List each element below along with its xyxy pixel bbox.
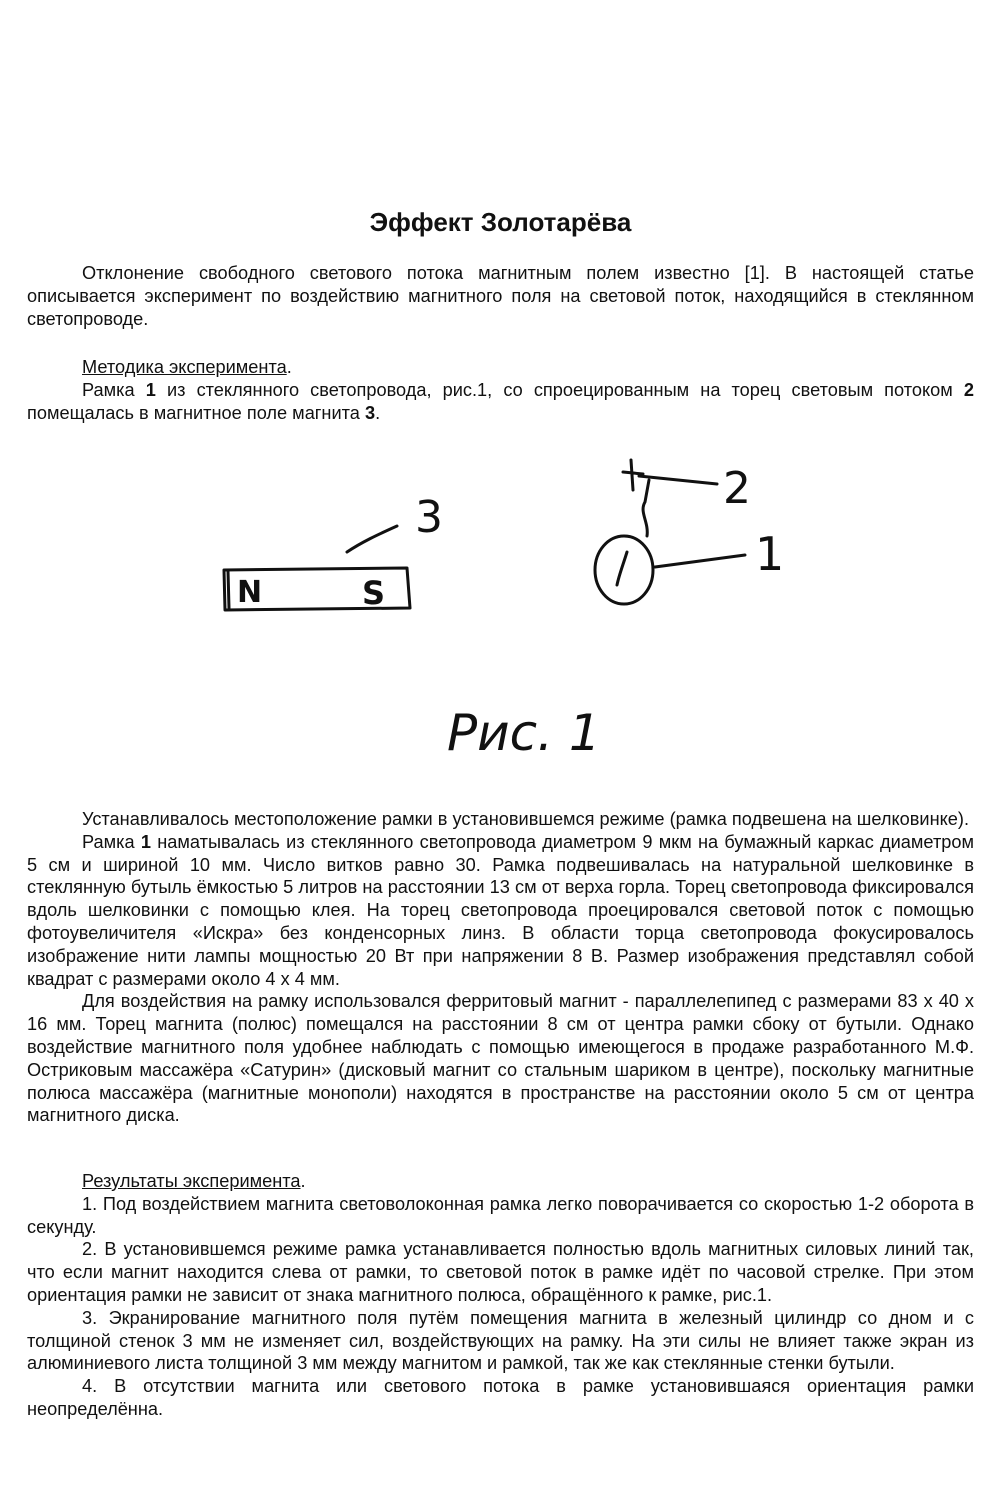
method-heading-period: . — [286, 357, 292, 377]
figure-1 — [27, 440, 974, 800]
method-heading-line — [27, 356, 974, 379]
results-item: 4. В отсутствии магнита или светового потока в рамке установившаяся ориентация рамки неопределённа. — [27, 1376, 974, 1419]
document-title: Эффект Золотарёва — [369, 207, 632, 237]
figure-label-2: 2 — [723, 463, 751, 514]
method-ref-magnet: 3 — [364, 402, 376, 423]
method-text-d: помещалась в магнитное поле магнита — [27, 402, 365, 423]
results-item: 3. Экранирование магнитного поля путём помещения магнита в железный цилиндр со дном и с толщиной стенок 3 мм не изменяет сил, воздействующих на рамку. На эти силы не влияет также экран из алюминиевого листа толщиной 3 мм между магнитом и рамкой, так же как стеклянные стенки бутыли. — [27, 1307, 974, 1374]
body-block — [27, 808, 974, 1127]
results-heading: Результаты эксперимента — [82, 1171, 301, 1191]
body-paragraph-2 — [27, 831, 974, 991]
method-ref-frame: 1 — [145, 379, 156, 400]
intro-paragraph: Отклонение свободного светового потока магнитным полем известно [1]. В настоящей статье описывается эксперимент по воздействию магнитного поля на световой поток, находящийся в стеклянном светопроводе. — [27, 263, 974, 329]
method-heading: Методика эксперимента — [82, 357, 287, 377]
method-ref-flux: 2 — [963, 379, 975, 400]
magnet-south-label: S — [362, 574, 386, 612]
figure-caption: Рис. 1 — [447, 704, 601, 762]
body-p2-text-a: Рамка — [82, 831, 141, 852]
method-paragraph — [27, 379, 974, 425]
leader-line-1 — [655, 555, 745, 567]
fiber-end — [643, 480, 649, 536]
figure-drawing — [27, 440, 974, 800]
figure-label-1: 1 — [755, 527, 785, 581]
leader-line-3 — [347, 526, 397, 552]
results-heading-period: . — [300, 1171, 306, 1191]
magnet-north-label: N — [237, 575, 263, 610]
method-text-e: . — [375, 402, 381, 423]
light-cross — [623, 460, 643, 490]
leader-line-2 — [639, 476, 717, 484]
body-paragraph-3: Для воздействия на рамку использовался ферритовый магнит - параллелепипед с размерами 83 х 40 х 16 мм. Торец магнита (полюс) помещался на расстоянии 8 см от центра рамки сбоку от бутыли. Однако воздействие магнитного поля удобнее наблюдать с помощью имеющегося в продаже разработанного М.Ф. Остриковым массажёра «Сатурин» (дисковый магнит со стальным шариком в центре), поскольку магнитные полюса массажёра (магнитные монополи) находятся в пространстве на расстоянии около 5 см от центра магнитного диска. — [27, 991, 974, 1126]
results-item: 2. В установившемся режиме рамка устанавливается полностью вдоль магнитных силовых линий так, что если магнит находится слева от рамки, то световой поток в рамке идёт по часовой стрелке. При этом ориентация рамки не зависит от знака магнитного полюса, обращённого к рамке, рис.1. — [27, 1239, 974, 1305]
frame-inner-mark — [617, 552, 627, 585]
results-item: 1. Под воздействием магнита световолоконная рамка легко поворачивается со скоростью 1-2 оборота в секунду. — [27, 1193, 974, 1237]
body-paragraph-1: Устанавливалось местоположение рамки в установившемся режиме (рамка подвешена на шелковинке). — [82, 809, 970, 829]
magnet-bar-edge — [228, 571, 229, 608]
method-block — [27, 356, 974, 424]
body-p2-text-c: наматывалась из стеклянного светопровода диаметром 9 мкм на бумажный каркас диаметром 5 см и шириной 10 мм. Число витков равно 30. Рамка подвешивалась на натуральной шелковинке в стеклянную бутыль ёмкостью 5 литров на расстоянии 13 см от верха горла. Торец светопровода фиксировался вдоль шелковинки с помощью клея. На торец светопровода проецировался световой поток с помощью фотоувеличителя «Искра» без конденсорных линз. В области торца светопровода фокусировалось изображение нити лампы мощностью 20 Вт при напряжении 8 В. Размер изображения представлял собой квадрат с размерами около 4 х 4 мм. — [27, 831, 975, 989]
method-text-c: из стеклянного светопровода, рис.1, со спроецированным на торец световым потоком — [155, 379, 964, 400]
method-text-a: Рамка — [82, 379, 146, 400]
fiber-frame — [595, 536, 653, 604]
results-heading-line — [27, 1170, 974, 1193]
intro-block — [27, 262, 974, 330]
figure-label-3: 3 — [415, 492, 443, 543]
results-block — [27, 1170, 974, 1421]
body-p2-ref-frame: 1 — [140, 831, 151, 852]
